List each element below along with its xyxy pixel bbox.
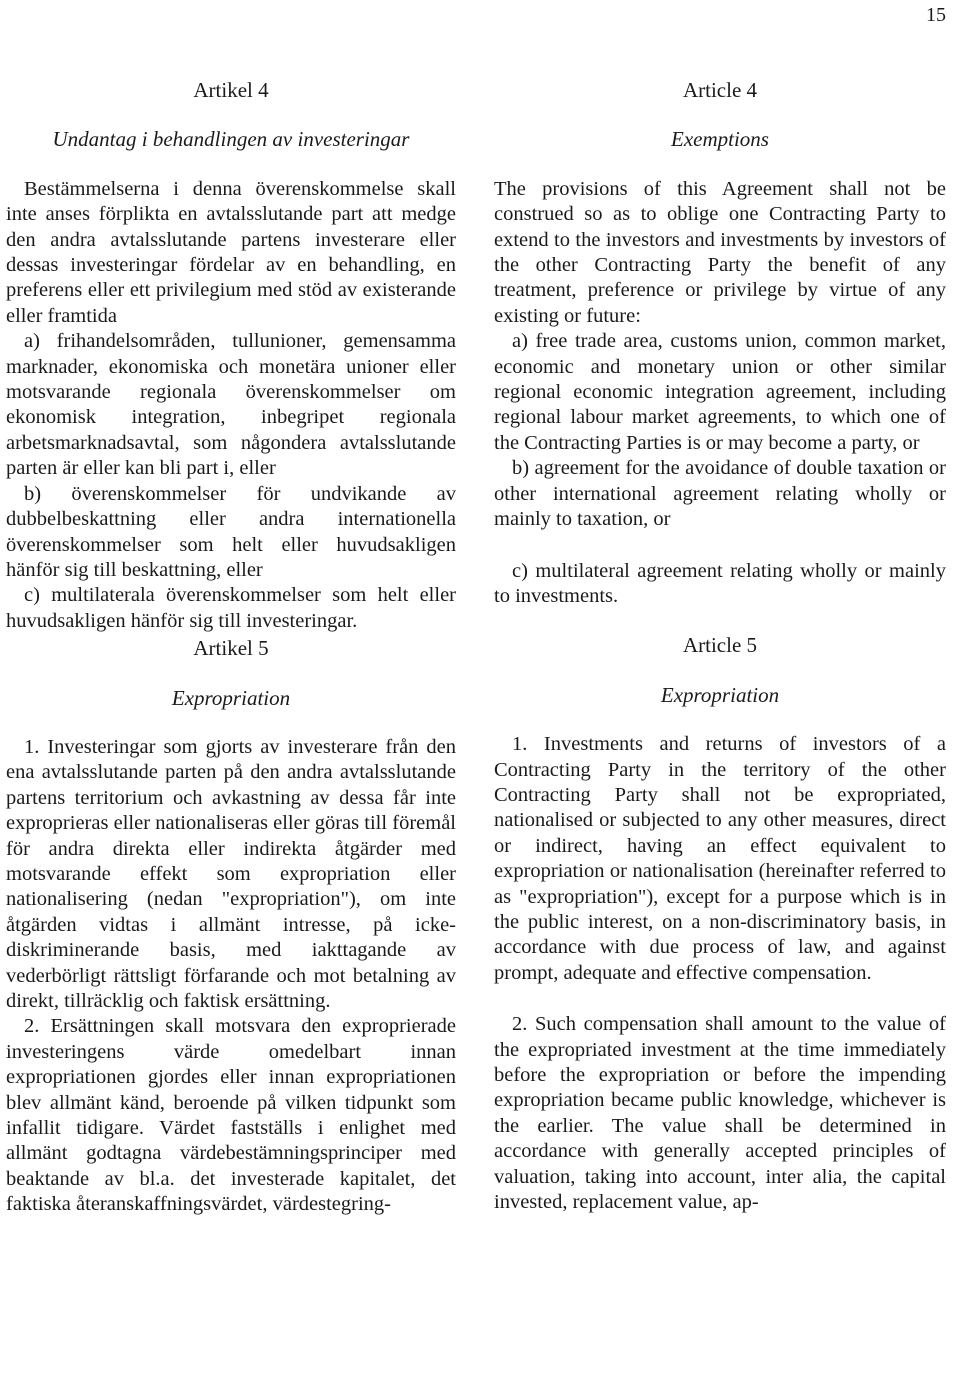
article-4-item-b-en: b) agreement for the avoidance of double taxation or other international agreement relating wholly or mainly to taxation, or: [494, 457, 946, 531]
article-4-item-a-sv: a) frihandelsområden, tullunioner, gemensamma marknader, ekonomiska och monetära unioner eller motsvarande regionala överenskommelser om ekonomisk integration, inbegripet regionala arbetsmarknadsavtal, som någondera avtalsslutande parten är eller kan bli part i, eller: [6, 330, 456, 480]
spacer: [494, 533, 946, 559]
article-5-title-en: Article 5: [682, 633, 758, 658]
article-5-para-1-sv: 1. Investeringar som gjorts av investerare från den ena avtalsslutande parten på den andra avtalsslutande partens territorium och avkastning av dessa får inte exproprieras eller nationaliseras eller göras till föremål för andra direkta eller indirekta åtgärder med motsvarande effekt som expropriation eller nationalisering (nedan "expropriation"), om inte åtgärden vidtas i allmänt intresse, på icke-diskriminerande basis, med iakttagande av vederbörligt rättsligt förfarande och mot betalning av direkt, tillräcklig och faktisk ersättning.: [6, 735, 456, 1012]
article-4-intro-en: The provisions of this Agreement shall not be construed so as to oblige one Contracting Party to extend to the investors and investments by investors of the other Contracting Party the benefit of any treatment, preference or privilege by virtue of any existing or future:: [494, 177, 946, 327]
article-5-para-1-en: 1. Investments and returns of investors of a Contracting Party in the territory of the other Contracting Party shall not be expropriated, nationalised or subjected to any other measures, direct or indirect, having an effect equivalent to expropriation or nationalisation (hereinafter referred to as "expropriation"), except for a purpose which is in the public interest, on a non-discriminatory basis, in accordance with due process of law, and against prompt, adequate and effective compensation.: [494, 733, 946, 984]
article-5-title-sv: Artikel 5: [193, 636, 269, 661]
page-number: 15: [926, 4, 946, 26]
article-4-subtitle-sv: Undantag i behandlingen av investeringar: [52, 127, 410, 152]
article-4-item-c-en: c) multilateral agreement relating wholly or mainly to investments.: [494, 559, 946, 607]
article-4-subtitle-en: Exemptions: [671, 127, 769, 152]
article-4-title-sv: Artikel 4: [193, 78, 269, 102]
english-column: [494, 78, 946, 1215]
spacer: [494, 609, 946, 633]
article-5-subtitle-sv: Expropriation: [171, 685, 291, 710]
article-5-para-2-sv: 2. Ersättningen skall motsvara den exproprierade investeringens värde omedelbart innan expropriationen gjordes eller innan expropriationen blev allmänt känd, beroende på vilken tidpunkt som infallit tidigare. Värdet fastställs i enlighet med allmänt godtagna värdebestämningsprinciper med beaktande av bl.a. det investerade kapitalet, det faktiska återanskaffningsvärdet, värdestegring-: [6, 1015, 456, 1216]
article-4-intro-sv: Bestämmelserna i denna överenskommelse skall inte anses förplikta en avtalsslutande part att medge den andra avtalsslutande partens investerare eller dessas investeringar fördelar av en behandling, en preferens eller ett privilegium med stöd av existerande eller framtida: [6, 177, 456, 327]
article-5-para-2-en: 2. Such compensation shall amount to the value of the expropriated investment at the time immediately before the expropriation or before the impending expropriation became public knowledge, whichever is the earlier. The value shall be determined in accordance with generally accepted principles of valuation, taking into account, inter alia, the capital invested, replacement value, ap-: [494, 1013, 946, 1214]
article-5-subtitle-en: Expropriation: [660, 682, 780, 707]
spacer: [494, 986, 946, 1012]
article-4-title-en: Article 4: [682, 78, 758, 102]
swedish-column: [6, 78, 456, 1218]
article-4-item-a-en: a) free trade area, customs union, common market, economic and monetary union or other similar regional economic integration agreement, including regional labour market agreements, to which one of the Contracting Parties is or may become a party, or: [494, 330, 946, 454]
article-4-item-b-sv: b) överenskommelser för undvikande av dubbelbeskattning eller andra internationella överenskommelser som helt eller huvudsakligen hänför sig till beskattning, eller: [6, 482, 456, 581]
article-4-item-c-sv: c) multilaterala överenskommelser som helt eller huvudsakligen hänför sig till investeringar.: [6, 584, 456, 632]
